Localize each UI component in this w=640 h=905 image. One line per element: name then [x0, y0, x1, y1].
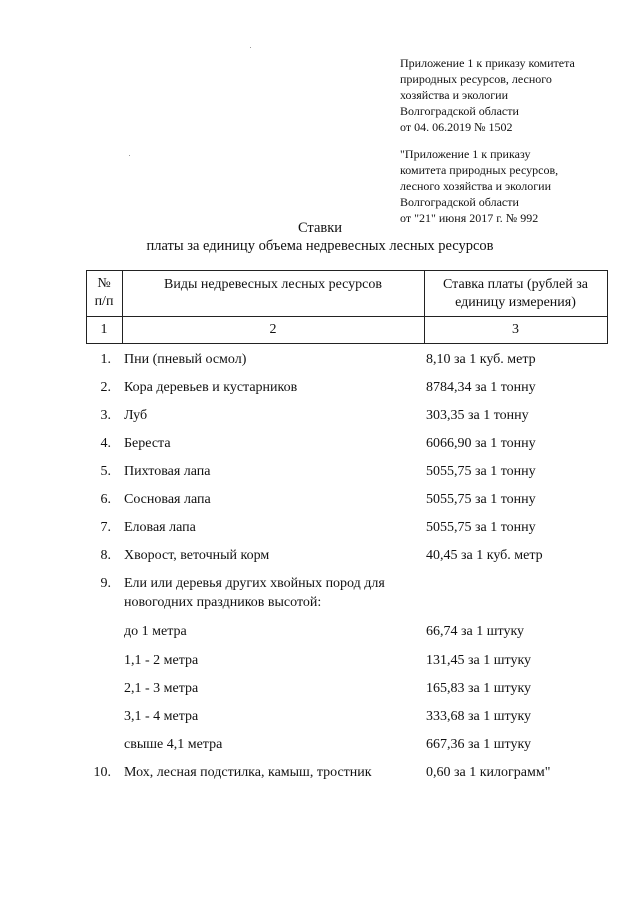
row-number: 4. [100, 436, 111, 451]
row-rate: 5055,75 за 1 тонну [426, 492, 536, 507]
annex-current-line: хозяйства и экологии [400, 88, 509, 102]
row-rate: 40,45 за 1 куб. метр [426, 548, 543, 563]
column-number-1: 1 [100, 322, 108, 337]
annex-current-line: природных ресурсов, лесного [400, 72, 552, 86]
header-number [86, 275, 122, 311]
scan-speck [129, 155, 130, 156]
table-top-border [86, 270, 608, 271]
document-subtitle: платы за единицу объема недревесных лесных ресурсов [146, 238, 494, 254]
row-resource: Мох, лесная подстилка, камыш, тростник [124, 765, 372, 780]
scan-speck [250, 47, 251, 48]
row-rate: 6066,90 за 1 тонну [426, 436, 536, 451]
annex-current-line: от 04. 06.2019 № 1502 [400, 120, 513, 134]
row-number: 10. [93, 765, 111, 780]
header-resource-type: Виды недревесных лесных ресурсов [164, 277, 382, 292]
table-border-right [607, 270, 608, 344]
document-title: Ставки [297, 220, 343, 236]
annex-current-block [400, 55, 630, 135]
table-bottom-border [86, 343, 608, 344]
row-resource: 2,1 - 3 метра [124, 681, 199, 696]
header-rate [424, 276, 607, 312]
row-number: 6. [100, 492, 111, 507]
row-rate: 5055,75 за 1 тонну [426, 520, 536, 535]
row-rate: 333,68 за 1 штуку [426, 709, 532, 724]
row-number: 9. [100, 576, 111, 591]
row-resource: Кора деревьев и кустарников [124, 380, 298, 395]
table-header-divider [86, 316, 608, 317]
row-resource: Еловая лапа [124, 520, 196, 535]
row-resource: 1,1 - 2 метра [124, 653, 199, 668]
row-rate: 66,74 за 1 штуку [426, 624, 525, 639]
row-number: 1. [100, 352, 111, 367]
annex-previous-line: "Приложение 1 к приказу [400, 147, 531, 161]
header-rate-line2: единицу измерения) [455, 295, 576, 310]
row-rate: 131,45 за 1 штуку [426, 653, 532, 668]
row-resource: Береста [124, 436, 171, 451]
column-number-2: 2 [269, 322, 277, 337]
column-number-3: 3 [512, 322, 519, 337]
row-resource: Сосновая лапа [124, 492, 211, 507]
header-number-line1: № [97, 276, 111, 291]
row-rate: 303,35 за 1 тонну [426, 408, 529, 423]
row-resource: свыше 4,1 метра [124, 737, 223, 752]
row-number: 7. [100, 520, 111, 535]
row-rate: 8784,34 за 1 тонну [426, 380, 536, 395]
row-number: 5. [100, 464, 111, 479]
annex-previous-line: Волгоградской области [400, 195, 519, 209]
row-resource: новогодних праздников высотой: [124, 595, 322, 610]
row-rate: 5055,75 за 1 тонну [426, 464, 536, 479]
row-resource: до 1 метра [124, 624, 187, 639]
row-rate: 8,10 за 1 куб. метр [426, 352, 536, 367]
row-resource: Хворост, веточный корм [124, 548, 270, 563]
row-rate: 667,36 за 1 штуку [426, 737, 532, 752]
row-number: 2. [100, 380, 111, 395]
row-resource: Ели или деревья других хвойных пород для [124, 576, 385, 591]
row-number: 3. [100, 408, 111, 423]
annex-previous-line: от "21" июня 2017 г. № 992 [400, 211, 539, 225]
annex-previous-block [400, 146, 630, 226]
header-number-line2: п/п [94, 294, 114, 309]
annex-previous-line: лесного хозяйства и экологии [400, 179, 552, 193]
row-number: 8. [100, 548, 111, 563]
annex-current-line: Волгоградской области [400, 104, 519, 118]
row-resource: 3,1 - 4 метра [124, 709, 199, 724]
annex-current-line: Приложение 1 к приказу комитета [400, 56, 575, 70]
row-resource: Луб [124, 408, 148, 423]
annex-previous-line: комитета природных ресурсов, [400, 163, 559, 177]
row-rate: 165,83 за 1 штуку [426, 681, 532, 696]
header-rate-line1: Ставка платы (рублей за [443, 277, 588, 292]
row-resource: Пихтовая лапа [124, 464, 211, 479]
row-rate: 0,60 за 1 килограмм" [426, 765, 551, 780]
row-resource: Пни (пневый осмол) [124, 352, 247, 367]
